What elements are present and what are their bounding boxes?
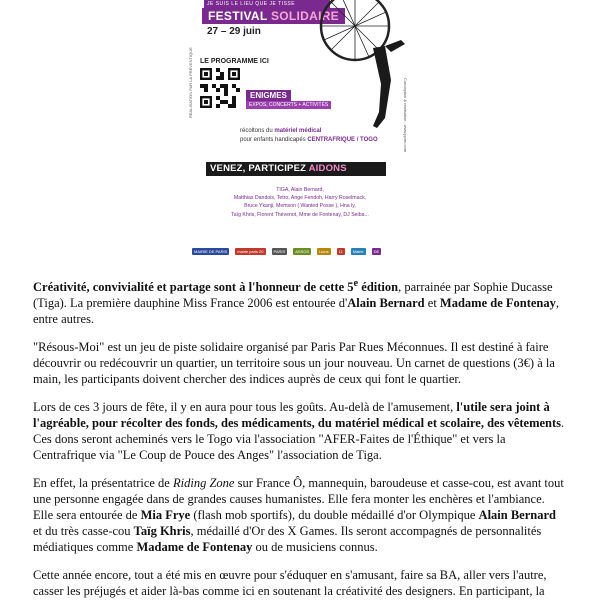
sponsor-logo: Mairie [352,248,364,254]
festival-word: FESTIVAL [208,9,268,23]
recolte-line2-prefix: pour enfants handicapés [240,137,306,143]
p1-bold-lead: Créativité, convivialité et partage sont à l'honneur de cette 5 [33,280,354,295]
sponsor-logo: mairie paris 20 [237,248,264,254]
recolte-prefix: récoltons du [240,128,273,134]
sponsor-logo: ASSOS [295,248,310,254]
poster-sponsor-logos [192,246,404,256]
venez-text: VENEZ, PARTICIPEZ [210,163,307,174]
p4-end: ou de musiciens connus. [252,540,378,555]
poster-enigmes: ENIGMES [246,90,291,101]
p4-start: En effet, la présentatrice de [33,476,173,491]
article-body [33,276,566,611]
sponsor-logo: Lions [319,248,329,254]
p4-italic: Riding Zone [172,476,235,491]
paragraph-5: Cette année encore, tout a été mis en œuvre pour s'éduquer en s'amusant, faire sa BA, aller vers l'autre, casser les préjugés et aider là-bas comme ici en soutenant la créativité des designers. En participant, la [33,568,547,599]
paragraph-3 [33,399,566,463]
names-line: Taïg Khris, Florent Thévenot, Mme de Fontenay, DJ Seiba... [231,211,369,218]
poster-vertical-right: Conception & réalisation : www.pprm.com [403,78,408,153]
poster-recolte-line2 [240,137,378,143]
p4-mid1: sur France Ô, mannequin, baroudeuse et casse-cou, est avant tout une personne engagée dans de grandes causes humanistes. Elle fera monter les enchères et l'ambiance. Elle sera entourée de [33,476,564,523]
p1-end: , entre autres. [33,296,560,327]
p4-mid4: , médaillé d'Or des X Games. Ils seront accompagnés de personnalités médiatiques comme [33,524,542,555]
recolte-line2-bold: CENTRAFRIQUE / TOGO [307,137,378,143]
poster-programme-label: LE PROGRAMME ICI [200,58,269,65]
p1-bold-lead-end: édition [358,280,399,295]
names-line: TIGA, Alain Bernard, [276,187,324,193]
p4-name-fontenay: Madame de Fontenay [136,540,253,555]
paragraph-2: "Résous-Moi" est un jeu de piste solidaire organisé par Paris Par Rues Méconnues. Il est destiné à faire découvrir ou redécouvrir un quartier, un territoire sous un jour nouveau. Un carnet de questions (3€) à la main, les participants doivent chercher des indices auprès de ceux qui font le quartier. [33,340,555,387]
p3-end: . Ces dons seront acheminés vers le Togo via l'association "AFER-Faites de l'Éthique" et vers la Centrafrique via "Le Coup de Pouce des Anges" l'association de Tiga. [33,416,565,463]
sponsor-logo: PARIS [273,248,286,254]
poster-venez-banner [206,162,386,176]
poster-tagline: JE SUIS LE LIEU QUE JE TISSE [204,0,330,8]
poster-recolte-line1 [240,128,321,134]
sponsor-logo: 11 [338,248,343,254]
poster-guest-names [210,186,390,219]
poster-vertical-left: RÉALISATION PAR LA PREVENTIQUE [188,47,193,118]
p3-start: Lors de ces 3 jours de fête, il y en aura pour tous les goûts. Au-delà de l'amusement, [33,400,457,415]
p4-name-taig: Taïg Khris [133,524,191,539]
poster-expos: EXPOS, CONCERTS + ACTIVITÉS [246,101,331,109]
p3-bold: l'utile sera joint à l'agréable, pour récolter des fonds, des médicaments, du matériel médical et scolaire, des vêtements [33,400,562,431]
p4-name-mia: Mia Frye [140,508,191,523]
sponsor-logo: DE [373,248,380,254]
solidaire-word: SOLIDAIRE [270,9,339,23]
festival-poster [180,0,417,262]
p4-mid3: et du très casse-cou [33,524,134,539]
recolte-bold: matériel médical [274,128,322,134]
p1-mid: et [424,296,440,311]
aidons-text: AIDONS [308,163,347,174]
p4-name-alain: Alain Bernard [478,508,556,523]
p1-sup: e [353,278,359,289]
poster-dates: 27 – 29 juin [207,26,261,37]
p1-name-alain: Alain Bernard [347,296,425,311]
p4-mid2: (flash mob sportifs), du double médaillé d'or Olympique [190,508,479,523]
qr-code-icon [200,68,240,108]
sponsor-logo: MAIRIE DE PARIS [194,248,228,254]
names-line: Bruce Ykanji, Memson ( Wanted Posse ), Hna ly, [244,203,356,210]
p1-rest: , parrainée par Sophie Ducasse (Tiga). La première dauphine Miss France 2006 est entourée d' [33,280,553,311]
paragraph-4 [33,475,566,555]
names-line: Matthias Dandois, Tetro, Ange Fendoh, Harry Roselmack, [233,195,367,202]
bicycle-wheel-icon [315,0,417,130]
p1-name-fontenay: Madame de Fontenay [439,296,556,311]
paragraph-1 [33,276,566,327]
